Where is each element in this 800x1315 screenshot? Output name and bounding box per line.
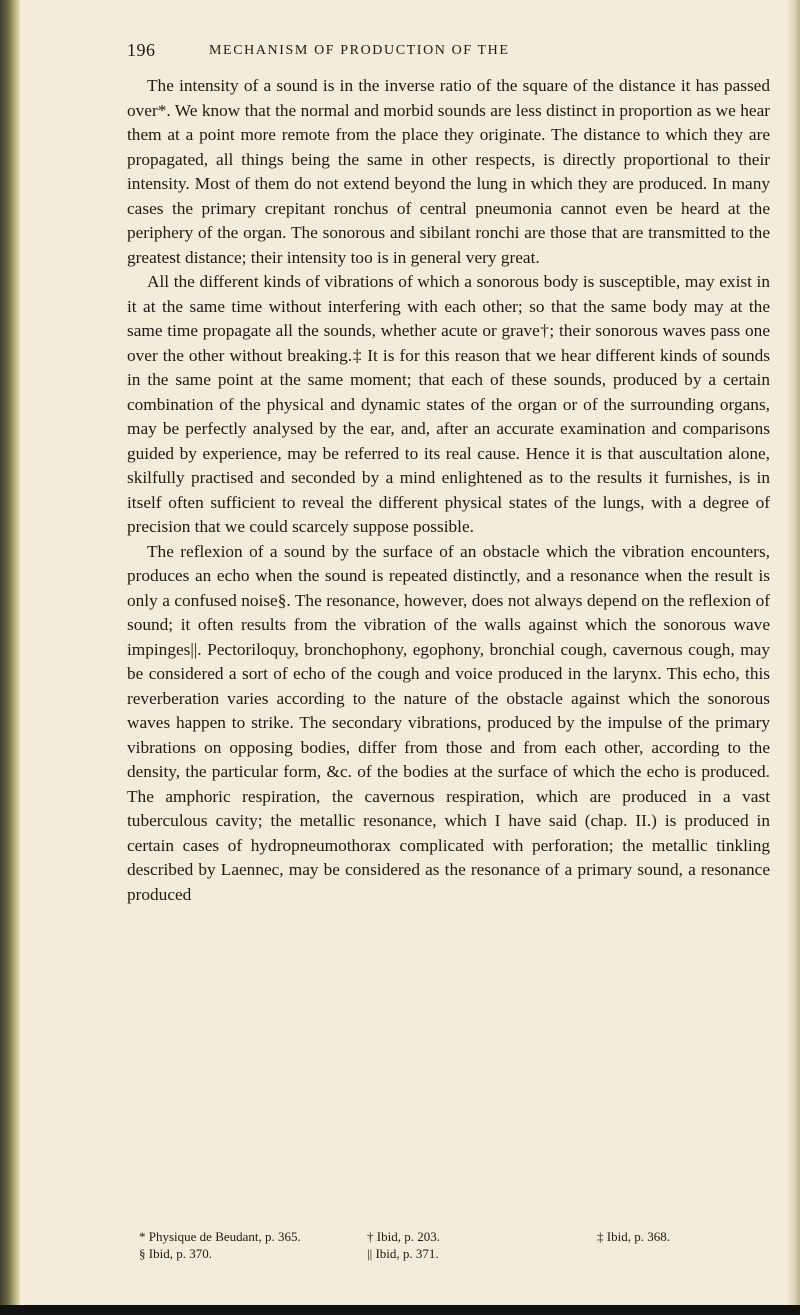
running-head: MECHANISM OF PRODUCTION OF THE (209, 43, 510, 58)
paragraph: The reflexion of a sound by the surface of an obstacle which the vibration encounters, produces an echo when the sound is repeated distinctly, and a resonance when the result is only a confused noise§. The resonance, however, does not always depend on the reflexion of sound; it often results from the vibration of the walls against which the sonorous wave impinges||. Pectoriloquy, bronchophony, egophony, bronchial cough, cavernous cough, may be considered a sort of echo of the cough and voice produced in the larynx. This echo, this reverberation varies according to the nature of the obstacle against which the sonorous waves happen to strike. The secondary vibrations, produced by the impulse of the primary vibrations on opposing bodies, differ from those and from each other, according to the density, the particular form, &c. of the bodies at the surface of which the echo is produced. The amphoric respiration, the cavernous respiration, which are produced in a vast tuberculous cavity; the metallic resonance, which I have said (chap. II.) is produced in certain cases of hydropneumothorax complicated with perforation; the metallic tinkling described by Laennec, may be considered as the resonance of a primary sound, a resonance produced (127, 541, 770, 904)
footnote: ‡ Ibid, p. 368. (597, 1229, 670, 1244)
footnote: † Ibid, p. 203. (367, 1229, 440, 1244)
body-text (127, 74, 770, 907)
footnote: § Ibid, p. 370. (139, 1246, 212, 1261)
page-bottom-edge (0, 1305, 800, 1315)
footnotes (127, 1228, 770, 1262)
paragraph: The intensity of a sound is in the inverse ratio of the square of the distance it has passed over*. We know that the normal and morbid sounds are less distinct in proportion as we hear them at a point more remote from the place they originate. The distance to which they are propagated, all things being the same in other respects, is directly proportional to their intensity. Most of them do not extend beyond the lung in which they are produced. In many cases the primary crepitant ronchus of central pneumonia cannot even be heard at the periphery of the organ. The sonorous and sibilant ronchi are those that are transmitted to the greatest distance; their intensity too is in general very great. (127, 76, 770, 267)
footnote: || Ibid, p. 371. (367, 1246, 439, 1261)
footnote: * Physique de Beudant, p. 365. (139, 1229, 301, 1244)
page-header (127, 40, 770, 64)
page-right-edge (788, 0, 800, 1315)
paragraph: All the different kinds of vibrations of which a sonorous body is susceptible, may exist in it at the same time without interfering with each other; so that the same body may at the same time propagate all the sounds, whether acute or grave†; their sonorous waves pass one over the other without breaking.‡ It is for this reason that we hear different kinds of sounds in the same point at the same moment; that each of these sounds, produced by a certain combination of the physical and dynamic states of the organ or of the surrounding organs, may be perfectly analysed by the ear, and, after an accurate examination and comparisons guided by experience, may be referred to its real cause. Hence it is that auscultation alone, skilfully practised and seconded by a mind enlightened as to the results it furnishes, is in itself often sufficient to reveal the different physical states of the lungs, with a degree of precision that we could scarcely suppose possible. (127, 272, 770, 536)
footnote-row (127, 1228, 770, 1245)
book-binding-edge (0, 0, 20, 1315)
footnote-row (127, 1245, 770, 1262)
page-number: 196 (127, 40, 156, 60)
